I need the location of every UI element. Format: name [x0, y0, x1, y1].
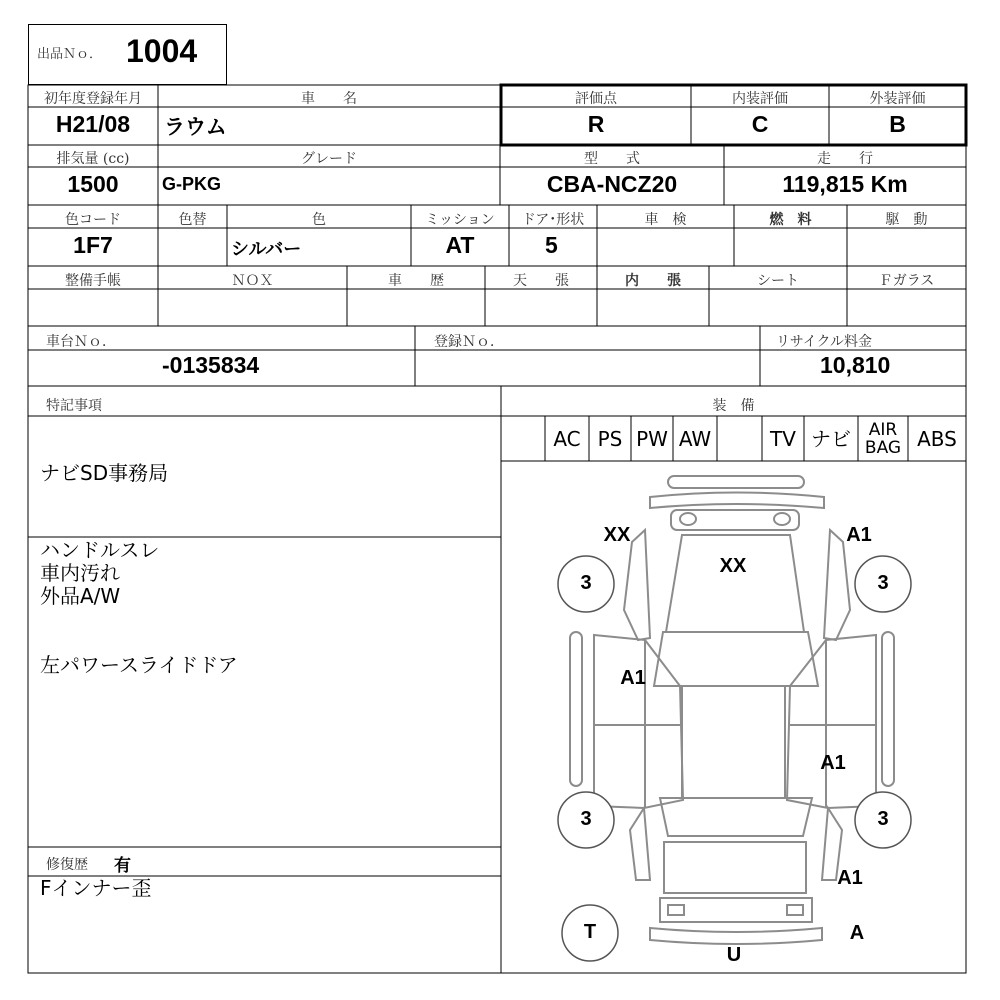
chassis-label: 車台Ｎｏ．: [46, 334, 116, 350]
exterior-label: 外装評価: [869, 91, 926, 107]
displacement-label: 排気量 (cc): [56, 151, 130, 167]
interior-label: 内装評価: [732, 91, 788, 107]
equipment-item: TV: [770, 426, 796, 451]
repair-history-value: 有: [114, 856, 131, 875]
first-reg-label: 初年度登録年月: [44, 91, 142, 107]
notes-label: 特記事項: [46, 398, 102, 414]
mark-front-left-corner: XX: [603, 524, 631, 546]
fglass-label: Ｆガラス: [878, 273, 935, 289]
car-name-label: 車 名: [301, 91, 357, 107]
color-code-label: 色コード: [65, 212, 121, 228]
score-value: R: [587, 111, 605, 137]
mark-front-right-tire: 3: [877, 572, 889, 594]
mark-rear-right-corner: A: [849, 922, 865, 944]
mission-label: ミッション: [425, 212, 495, 228]
equipment-item: AC: [553, 426, 581, 451]
mark-front-left-tire: 3: [580, 572, 592, 594]
lot-number: 1004: [126, 33, 198, 69]
first-reg-value: H21/08: [55, 111, 131, 137]
equipment-item: AIR BAG: [864, 419, 902, 458]
grade-value: G-PKG: [162, 174, 222, 194]
roof-label: 天 張: [513, 273, 569, 289]
mileage-label: 走 行: [817, 151, 873, 167]
color-change-label: 色替: [178, 212, 207, 228]
registration-label: 登録Ｎｏ．: [434, 334, 504, 350]
chassis-value: -0135834: [162, 352, 260, 378]
inner-label: 内 張: [625, 273, 681, 289]
mark-spare-tire: T: [583, 921, 597, 943]
score-label: 評価点: [575, 91, 617, 107]
repair-history-label: 修復歴: [46, 857, 88, 873]
inspection-label: 車 検: [644, 212, 687, 228]
mileage-value: 119,815 Km: [782, 171, 908, 197]
recycle-label: リサイクル料金: [776, 334, 873, 350]
recycle-value: 10,810: [820, 352, 891, 378]
seat-label: シート: [757, 273, 799, 289]
interior-value: C: [751, 111, 769, 137]
displacement-value: 1500: [67, 171, 119, 197]
equipment-label: 装 備: [712, 398, 755, 414]
color-value: シルバー: [231, 239, 302, 259]
color-label: 色: [312, 212, 326, 228]
model-label: 型 式: [584, 151, 640, 167]
notes-box-1: ナビSD事務局: [40, 461, 169, 485]
equipment-item: PW: [636, 426, 668, 451]
color-code-value: 1F7: [73, 232, 113, 258]
mark-hood: XX: [719, 555, 747, 577]
mark-rear-right: A1: [837, 867, 863, 889]
service-book-label: 整備手帳: [65, 273, 121, 289]
mark-rear-left-tire: 3: [580, 808, 592, 830]
drive-label: 駆 動: [885, 212, 928, 228]
mark-right-rear-door: A1: [820, 752, 846, 774]
exterior-value: B: [889, 111, 906, 137]
model-value: CBA-NCZ20: [546, 171, 678, 197]
door-value: 5: [545, 232, 558, 258]
lot-number-label: 出品Ｎｏ．: [37, 47, 103, 62]
equipment-item: AW: [678, 426, 712, 451]
repair-detail: Fインナー歪: [40, 876, 152, 900]
equipment-item: PS: [597, 426, 623, 451]
mission-value: AT: [445, 232, 475, 258]
nox-label: ＮＯＸ: [231, 273, 274, 289]
mark-rear-bumper: U: [726, 944, 742, 966]
history-label: 車 歴: [388, 273, 444, 289]
equipment-item: ナビ: [811, 426, 851, 451]
fuel-label: 燃 料: [769, 212, 812, 228]
notes-box-2: ハンドルスレ 車内汚れ 外品A/W 左パワースライドドア: [40, 538, 238, 677]
mark-front-right-corner: A1: [846, 524, 872, 546]
door-label: ドア･形状: [521, 212, 585, 228]
grade-label: グレード: [301, 151, 357, 167]
car-name-value: ラウム: [164, 116, 227, 139]
mark-rear-right-tire: 3: [877, 808, 889, 830]
equipment-item: ABS: [917, 426, 957, 451]
mark-left-door: A1: [620, 667, 646, 689]
